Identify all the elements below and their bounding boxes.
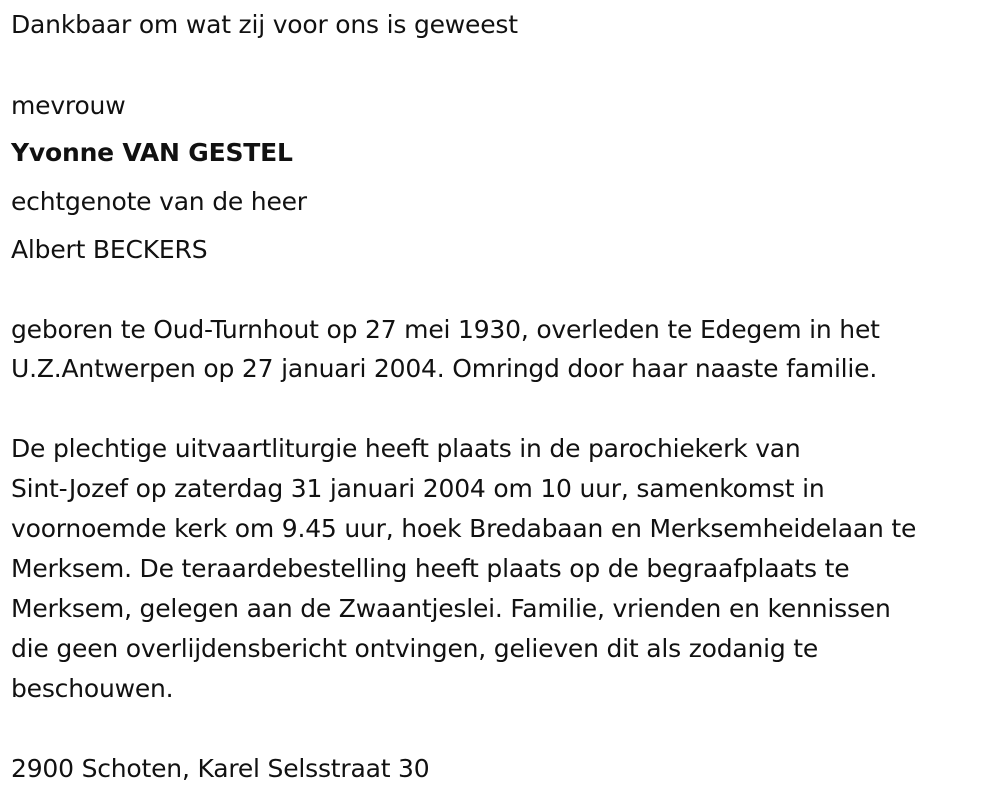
ceremony-line-7: beschouwen. [11, 674, 174, 703]
opening-line: Dankbaar om wat zij voor ons is geweest [11, 10, 518, 39]
ceremony-line-1: De plechtige uitvaartliturgie heeft plaats in de parochiekerk van [11, 434, 801, 463]
ceremony-line-6: die geen overlijdensbericht ontvingen, gelieven dit als zodanig te [11, 634, 819, 663]
address-line: 2900 Schoten, Karel Selsstraat 30 [11, 754, 430, 783]
ceremony-line-2: Sint-Jozef op zaterdag 31 januari 2004 om 10 uur, samenkomst in [11, 474, 825, 503]
ceremony-line-5: Merksem, gelegen aan de Zwaantjeslei. Familie, vrienden en kennissen [11, 594, 891, 623]
deceased-name: Yvonne VAN GESTEL [11, 138, 293, 167]
ceremony-line-3: voornoemde kerk om 9.45 uur, hoek Bredabaan en Merksemheidelaan te [11, 514, 917, 543]
ceremony-line-4: Merksem. De teraardebestelling heeft plaats op de begraafplaats te [11, 554, 850, 583]
birth-death-line-1: geboren te Oud-Turnhout op 27 mei 1930, overleden te Edegem in het [11, 315, 880, 344]
spouse-name: Albert BECKERS [11, 235, 208, 264]
birth-death-line-2: U.Z.Antwerpen op 27 januari 2004. Omringd door haar naaste familie. [11, 354, 878, 383]
relation-text: echtgenote van de heer [11, 187, 307, 216]
title-prefix: mevrouw [11, 91, 126, 120]
